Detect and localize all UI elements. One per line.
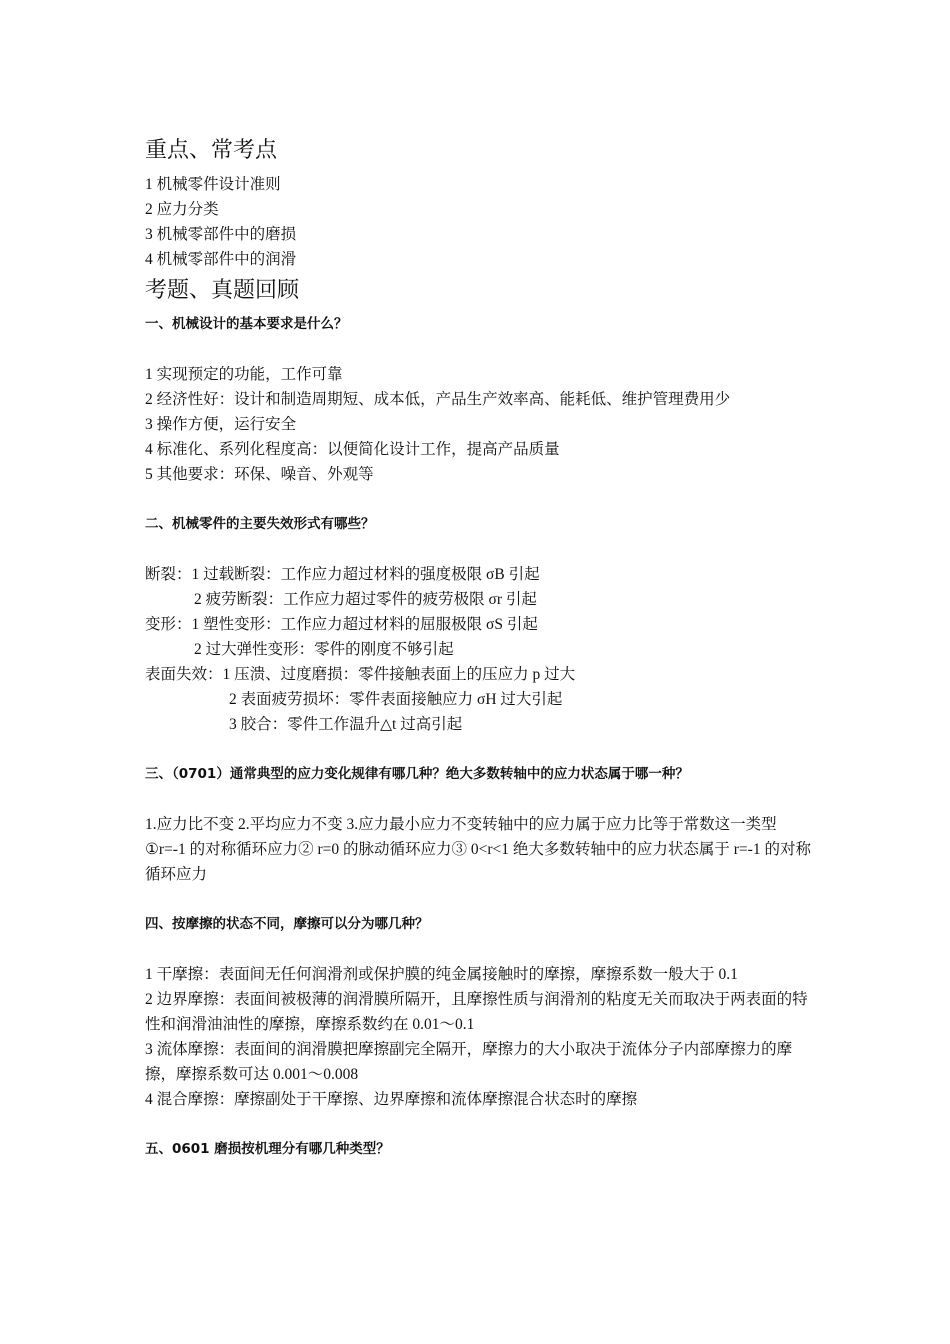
answer-line: 2 疲劳断裂：工作应力超过零件的疲劳极限 σr 引起 bbox=[194, 591, 537, 608]
answer-line: 2 经济性好：设计和制造周期短、成本低，产品生产效率高、能耗低、维护管理费用少 bbox=[145, 391, 731, 408]
key-point-item: 2 应力分类 bbox=[145, 201, 219, 218]
answer-paragraph: 2 边界摩擦：表面间被极薄的润滑膜所隔开，且摩擦性质与润滑剂的粘度无关而取决于两表面的特性和润滑油油性的摩擦，摩擦系数约在 0.01～0.1 bbox=[145, 991, 808, 1033]
question-3: 三、（0701）通常典型的应力变化规律有哪几种？绝大多数转轴中的应力状态属于哪一种？ bbox=[145, 766, 689, 782]
answer-paragraph: 1 干摩擦：表面间无任何润滑剂或保护膜的纯金属接触时的摩擦，摩擦系数一般大于 0.1 bbox=[145, 966, 738, 983]
answer-line: 2 过大弹性变形：零件的刚度不够引起 bbox=[194, 641, 454, 658]
answer-line: 4 标准化、系列化程度高：以便简化设计工作，提高产品质量 bbox=[145, 441, 560, 458]
spacer bbox=[145, 737, 813, 762]
answer-paragraph: 4 混合摩擦：摩擦副处于干摩擦、边界摩擦和流体摩擦混合状态时的摩擦 bbox=[145, 1091, 638, 1108]
key-point-item: 4 机械零部件中的润滑 bbox=[145, 251, 297, 268]
key-points-heading: 重点、常考点 bbox=[145, 138, 278, 163]
question-2: 二、机械零件的主要失效形式有哪些？ bbox=[145, 516, 375, 532]
spacer bbox=[145, 537, 813, 562]
answer-line: 表面失效：1 压溃、过度磨损：零件接触表面上的压应力 p 过大 bbox=[145, 666, 576, 683]
answer-line: 断裂：1 过载断裂：工作应力超过材料的强度极限 σB 引起 bbox=[145, 566, 540, 583]
question-5: 五、0601 磨损按机理分有哪几种类型？ bbox=[145, 1141, 390, 1157]
past-questions-heading: 考题、真题回顾 bbox=[145, 278, 300, 303]
answer-line: 变形：1 塑性变形：工作应力超过材料的屈服极限 σS 引起 bbox=[145, 616, 538, 633]
answer-paragraph: 3 流体摩擦：表面间的润滑膜把摩擦副完全隔开，摩擦力的大小取决于流体分子内部摩擦力的摩擦，摩擦系数可达 0.001～0.008 bbox=[145, 1041, 793, 1083]
question-4: 四、按摩擦的状态不同，摩擦可以分为哪几种？ bbox=[145, 916, 429, 932]
answer-line: 3 操作方便，运行安全 bbox=[145, 416, 297, 433]
spacer bbox=[145, 937, 813, 962]
document-page bbox=[145, 136, 813, 1162]
spacer bbox=[145, 787, 813, 812]
key-point-item: 1 机械零件设计准则 bbox=[145, 176, 281, 193]
answer-paragraph: ①r=-1 的对称循环应力② r=0 的脉动循环应力③ 0<r<1 绝大多数转轴中的应力状态属于 r=-1 的对称循环应力 bbox=[145, 841, 811, 883]
spacer bbox=[145, 1112, 813, 1137]
answer-line: 5 其他要求：环保、噪音、外观等 bbox=[145, 466, 374, 483]
answer-line: 3 胶合：零件工作温升△t 过高引起 bbox=[229, 716, 463, 733]
spacer bbox=[145, 487, 813, 512]
question-1: 一、机械设计的基本要求是什么？ bbox=[145, 316, 348, 332]
spacer bbox=[145, 887, 813, 912]
spacer bbox=[145, 337, 813, 362]
answer-paragraph: 1.应力比不变 2.平均应力不变 3.应力最小应力不变转轴中的应力属于应力比等于常数这一类型 bbox=[145, 816, 777, 833]
key-point-item: 3 机械零部件中的磨损 bbox=[145, 226, 297, 243]
answer-line: 2 表面疲劳损坏：零件表面接触应力 σH 过大引起 bbox=[229, 691, 563, 708]
answer-line: 1 实现预定的功能，工作可靠 bbox=[145, 366, 343, 383]
